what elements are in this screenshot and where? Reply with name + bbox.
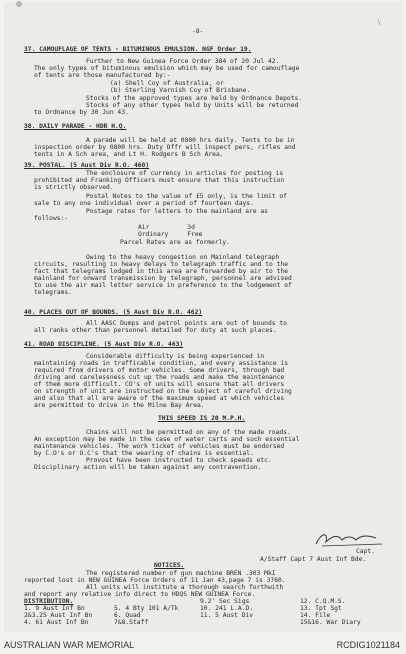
s37-line: The only types of bituminous emulsion which may be used for camouflage [34, 65, 300, 72]
notices-line: reported lost in NEW GUINEA Force Orders of 11 Jan 43,page 7 is 3760. [24, 577, 286, 584]
s40-line: All AASC Dumps and petrol points are out of bounds to [86, 320, 287, 327]
s41-line: Chains will not be permitted on any of the made roads. [86, 429, 291, 436]
s41-line: of them more difficult. CO's of units will ensure that all drivers [34, 381, 285, 388]
s40-line: all ranks other than personnel detailed for duty at such places. [34, 327, 277, 334]
distribution-item: 4. 61 Aust Inf Bn [24, 619, 89, 626]
distribution-item: 6. Quad [114, 612, 141, 619]
handwritten-signature [312, 528, 392, 550]
notices-line: All units will institute a thorough search forthwith [86, 584, 284, 591]
s37-line: Stocks of any other types held by Units will be returned [86, 102, 299, 109]
s41-line: and also that all are aware of the maximum speed at which vehicles [34, 395, 285, 402]
s37-line: of tents are those manufactured by:- [34, 72, 171, 79]
s41-heading: 41. ROAD DISCIPLINE. (5 Aust Div R.O. 463) [24, 341, 184, 348]
s40-heading: 40. PLACES OUT OF BOUNDS. (5 Aust Div R.O. 462) [24, 309, 203, 316]
notices-heading: NOTICES. [154, 562, 185, 569]
s41-line: maintenance vehicles. The work ticket of vehicles must be endorsed [34, 443, 285, 450]
s41-line: on strength of unit are instructed on the subject of careful driving [34, 388, 292, 395]
s38-heading: 38. DAILY PARADE - HDR H.Q. [24, 123, 127, 130]
s37-heading: 37. CAMOUFLAGE OF TENTS - BITUMINOUS EMULSION. NGF Order 19. [24, 46, 252, 53]
s39-line: telegrams. [34, 289, 72, 296]
s39-line: sale to any one individual over a period of fourteen days. [34, 200, 254, 207]
distribution-heading: DISTRIBUTION. [24, 598, 74, 605]
distribution-item: 5. 4 Bty 101 A/Tk [114, 605, 179, 612]
s37-line: to Ordnance by 30 Jun 43. [34, 109, 129, 116]
distribution-item: 11. 5 Aust Div [200, 612, 254, 619]
s37-line: (a) Shell Coy of Australia, or [110, 80, 224, 87]
s39-line: Parcel Rates are as formerly. [120, 239, 230, 246]
s39-line: is strictly observed. [34, 184, 114, 191]
distribution-item: 12. C.Q.M.S. [300, 598, 346, 605]
s41-line: required from drivers of motor vehicles. Some drivers, through bad [34, 367, 285, 374]
s39-line: Postage rates for letters to the mainland are as [86, 208, 268, 215]
s39-line: follows:- [34, 215, 69, 222]
punch-hole [16, 1, 22, 7]
s39-line: The enclosure of currency in articles for posting is [86, 170, 284, 177]
s37-line: Further to New Guinea Force Order 384 of 20 Jul 42. [86, 58, 280, 65]
s41-line: Disciplinary action will be taken against any contravention. [34, 464, 262, 471]
signature-rank: Capt. [356, 548, 375, 555]
corner-mark: \ [378, 20, 380, 27]
s39-line: Air 3d [138, 224, 195, 231]
s39-line: mainland for onward transmission by telegraph, personnel are advised [34, 275, 292, 282]
archive-footer [0, 636, 406, 654]
distribution-item: 1. 9 Aust Inf Bn [24, 605, 85, 612]
s41-line: Provost have been instructed to check speeds etc. [86, 457, 272, 464]
distribution-item: 9.2' Sec Sigs [200, 598, 250, 605]
s38-line: A parade will be held at 0800 hrs daily. Tents to be in [86, 137, 295, 144]
s39-line: prohibited and Franking Officers must ensure that this instruction [34, 177, 285, 184]
s41-line: by C.O's or O.C's that the wearing of chains is essential. [34, 450, 254, 457]
page-number: -8- [192, 28, 204, 35]
speed-limit-line: THIS SPEED IS 20 M.P.H. [158, 415, 246, 422]
s39-line: to use the air mail letter service in preference to the lodgement of [34, 282, 292, 289]
distribution-item: 15&16. War Diary [300, 619, 361, 626]
s39-heading: 39. POSTAL. (5 Aust Div R.O. 460) [24, 162, 150, 169]
distribution-item: 10. 241 L.A.D. [200, 605, 254, 612]
s41-line: An exception may be made in the case of water carts and such essential [34, 436, 300, 443]
s38-line: tents in A Sch area, and Lt H. Rodgers B Sch Area. [34, 151, 224, 158]
archive-name: AUSTRALIAN WAR MEMORIAL [4, 640, 135, 650]
archive-reference: RCDIG1021184 [336, 640, 400, 650]
s39-line: Postal Notes to the value of £5 only, is the limit of [86, 193, 287, 200]
notices-line: and report any relative info direct to HDQS NEW GUINEA Force. [24, 591, 256, 598]
s37-line: Stocks of the approved types are held by Ordnance Depots. [86, 95, 303, 102]
s41-line: Considerable difficulty is being experienced in [86, 353, 265, 360]
s39-line: Ordinary Free [138, 231, 203, 238]
s39-line: Owing to the heavy congestion on Mainland telegraph [86, 254, 280, 261]
document-page [4, 2, 402, 632]
s37-line: (b) Sterling Varnish Coy of Brisbane. [110, 87, 251, 94]
distribution-item: 14. File [300, 612, 331, 619]
s38-line: inspection order by 0800 hrs. Duty Offr will inspect pers, rifles and [34, 144, 296, 151]
distribution-item: 13. Tpt Sgt [300, 605, 342, 612]
notices-line: The registered number of gun machine BREN .303 MkI [86, 570, 276, 577]
s41-line: driving and carelessness cut up the roads and make the maintenance [34, 374, 285, 381]
s39-line: circuits, resulting in heavy delays to telegraph traffic and to the [34, 261, 289, 268]
s39-line: fact that telegrams lodged in this area are forwarded by air to the [34, 268, 289, 275]
s41-line: maintaining roads in trafficable condition, and every assistance is [34, 360, 289, 367]
distribution-item: 2&3.25 Aust Inf Bn [24, 612, 93, 619]
s41-line: are permitted to drive in the Milne Bay Area. [34, 402, 205, 409]
distribution-item: 7&8.Staff [114, 619, 149, 626]
signature-appointment: A/Staff Capt 7 Aust Inf Bde. [260, 556, 367, 563]
